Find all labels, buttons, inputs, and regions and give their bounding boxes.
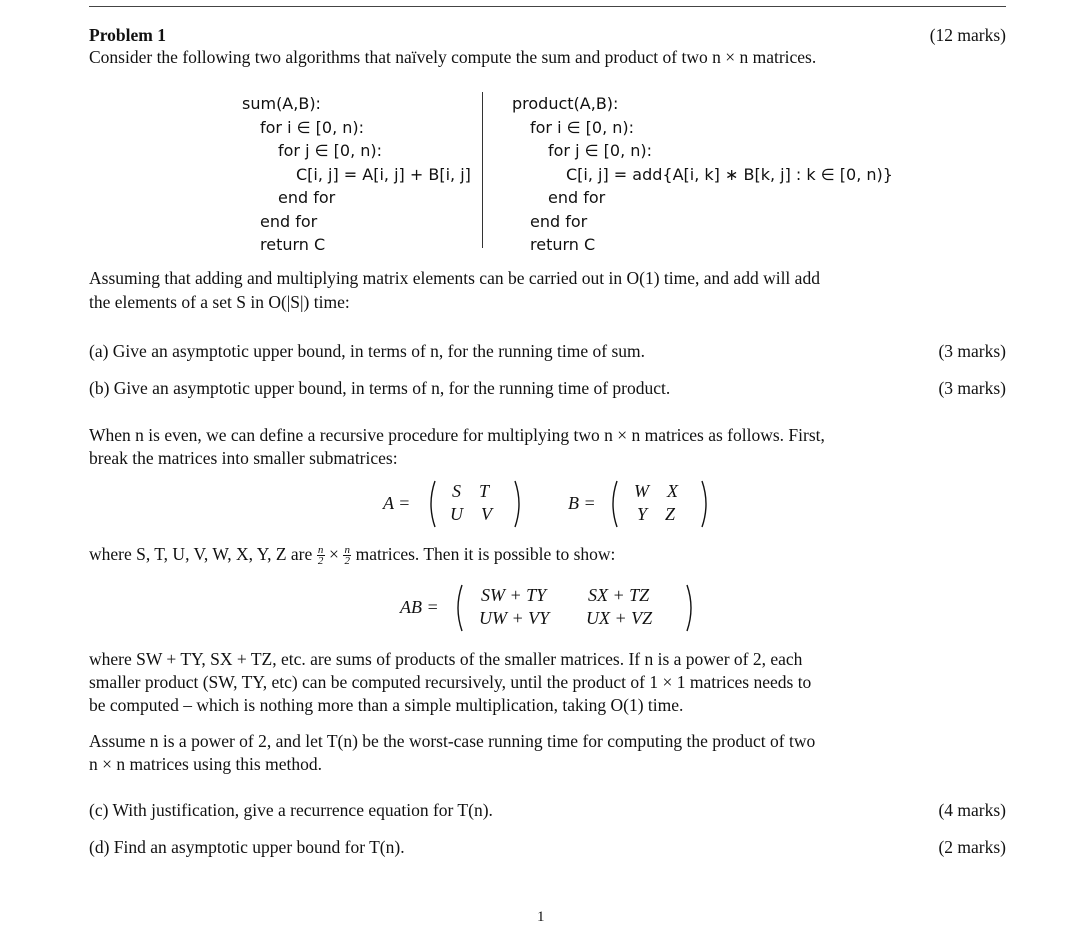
code-line: product(A,B): <box>512 94 619 113</box>
recursive-line-2: break the matrices into smaller submatrices: <box>89 448 398 468</box>
part-c-text: (c) With justification, give a recurrence equation for T(n). <box>89 800 493 820</box>
page-number: 1 <box>537 909 545 925</box>
code-line: end for <box>278 188 336 207</box>
part-d-text: (d) Find an asymptotic upper bound for T(n). <box>89 837 405 857</box>
matrix-ab-r1c1: SW + TY <box>481 585 547 605</box>
code-line: end for <box>260 211 318 231</box>
matrix-ab-r1c2: SX + TZ <box>588 585 650 605</box>
matrix-ab-r2c1: UW + VY <box>479 608 550 628</box>
where-suffix: matrices. Then it is possible to show: <box>355 544 616 564</box>
code-line: end for <box>548 188 606 207</box>
code-line: end for <box>530 211 588 231</box>
recursive-line-1: When n is even, we can define a recursive procedure for multiplying two n × n matrices as follows. First, <box>89 425 825 445</box>
code-line: return C <box>530 235 596 254</box>
matrix-ab-label: AB = <box>400 597 439 617</box>
assumption-line-1: Assuming that adding and multiplying matrix elements can be carried out in O(1) time, and add will add <box>89 268 820 288</box>
explanation-line-1: where SW + TY, SX + TZ, etc. are sums of products of the smaller matrices. If n is a power of 2, each <box>89 649 803 669</box>
matrix-a-label: A = <box>383 493 411 513</box>
code-line: for j ∈ [0, n): <box>278 141 383 160</box>
code-line: return C <box>260 235 326 254</box>
part-a-text: (a) Give an asymptotic upper bound, in terms of n, for the running time of sum. <box>89 341 645 361</box>
code-line: for i ∈ [0, n): <box>260 117 365 137</box>
matrix-ab-r2c2: UX + VZ <box>586 608 653 628</box>
code-line: for i ∈ [0, n): <box>530 117 635 137</box>
frac-den: 2 <box>317 555 324 568</box>
fraction-n-over-2 <box>343 545 351 566</box>
frac-num: n <box>344 544 351 557</box>
code-sum <box>242 92 471 257</box>
part-d <box>89 836 1006 859</box>
part-c <box>89 799 1006 822</box>
part-b-marks: (3 marks) <box>938 378 1006 398</box>
matrix-a-row-1: S T <box>452 481 490 501</box>
code-line: C[i, j] = A[i, j] + B[i, j] <box>296 164 471 184</box>
code-product <box>512 92 893 257</box>
assumption-line-2: the elements of a set S in O(|S|) time: <box>89 292 350 312</box>
problem-title: Problem 1 <box>89 25 166 45</box>
fraction-n-over-2 <box>317 545 325 566</box>
explanation-line-3: be computed – which is nothing more than a simple multiplication, taking O(1) time. <box>89 695 684 715</box>
problem-header <box>89 24 1006 47</box>
top-rule <box>89 6 1006 7</box>
matrix-b-row-1: W X <box>634 481 678 501</box>
part-a <box>89 340 1006 363</box>
matrix-b-row-2: Y Z <box>637 504 676 524</box>
assume-power-line-2: n × n matrices using this method. <box>89 754 322 774</box>
times-sign: × <box>329 544 339 564</box>
frac-den: 2 <box>344 555 351 568</box>
problem-marks: (12 marks) <box>929 25 1006 45</box>
part-b <box>89 377 1006 400</box>
matrix-a-row-2: U V <box>450 504 492 524</box>
part-d-marks: (2 marks) <box>938 837 1006 857</box>
where-prefix: where S, T, U, V, W, X, Y, Z are <box>89 544 313 564</box>
where-line <box>89 543 1006 566</box>
part-a-marks: (3 marks) <box>938 341 1006 361</box>
problem-intro: Consider the following two algorithms that naïvely compute the sum and product of two n × n matrices. <box>89 47 817 67</box>
code-line: C[i, j] = add{A[i, k] ∗ B[k, j] : k ∈ [0, n)} <box>566 164 893 184</box>
part-b-text: (b) Give an asymptotic upper bound, in terms of n, for the running time of product. <box>89 378 671 398</box>
part-c-marks: (4 marks) <box>938 800 1006 820</box>
frac-num: n <box>317 544 324 557</box>
code-line: for j ∈ [0, n): <box>548 141 653 160</box>
explanation-line-2: smaller product (SW, TY, etc) can be computed recursively, until the product of 1 × 1 matrices needs to <box>89 672 812 692</box>
code-divider <box>482 92 483 248</box>
matrix-b-label: B = <box>568 493 596 513</box>
code-line: sum(A,B): <box>242 94 321 113</box>
assume-power-line-1: Assume n is a power of 2, and let T(n) be the worst-case running time for computing the product of two <box>89 731 816 751</box>
